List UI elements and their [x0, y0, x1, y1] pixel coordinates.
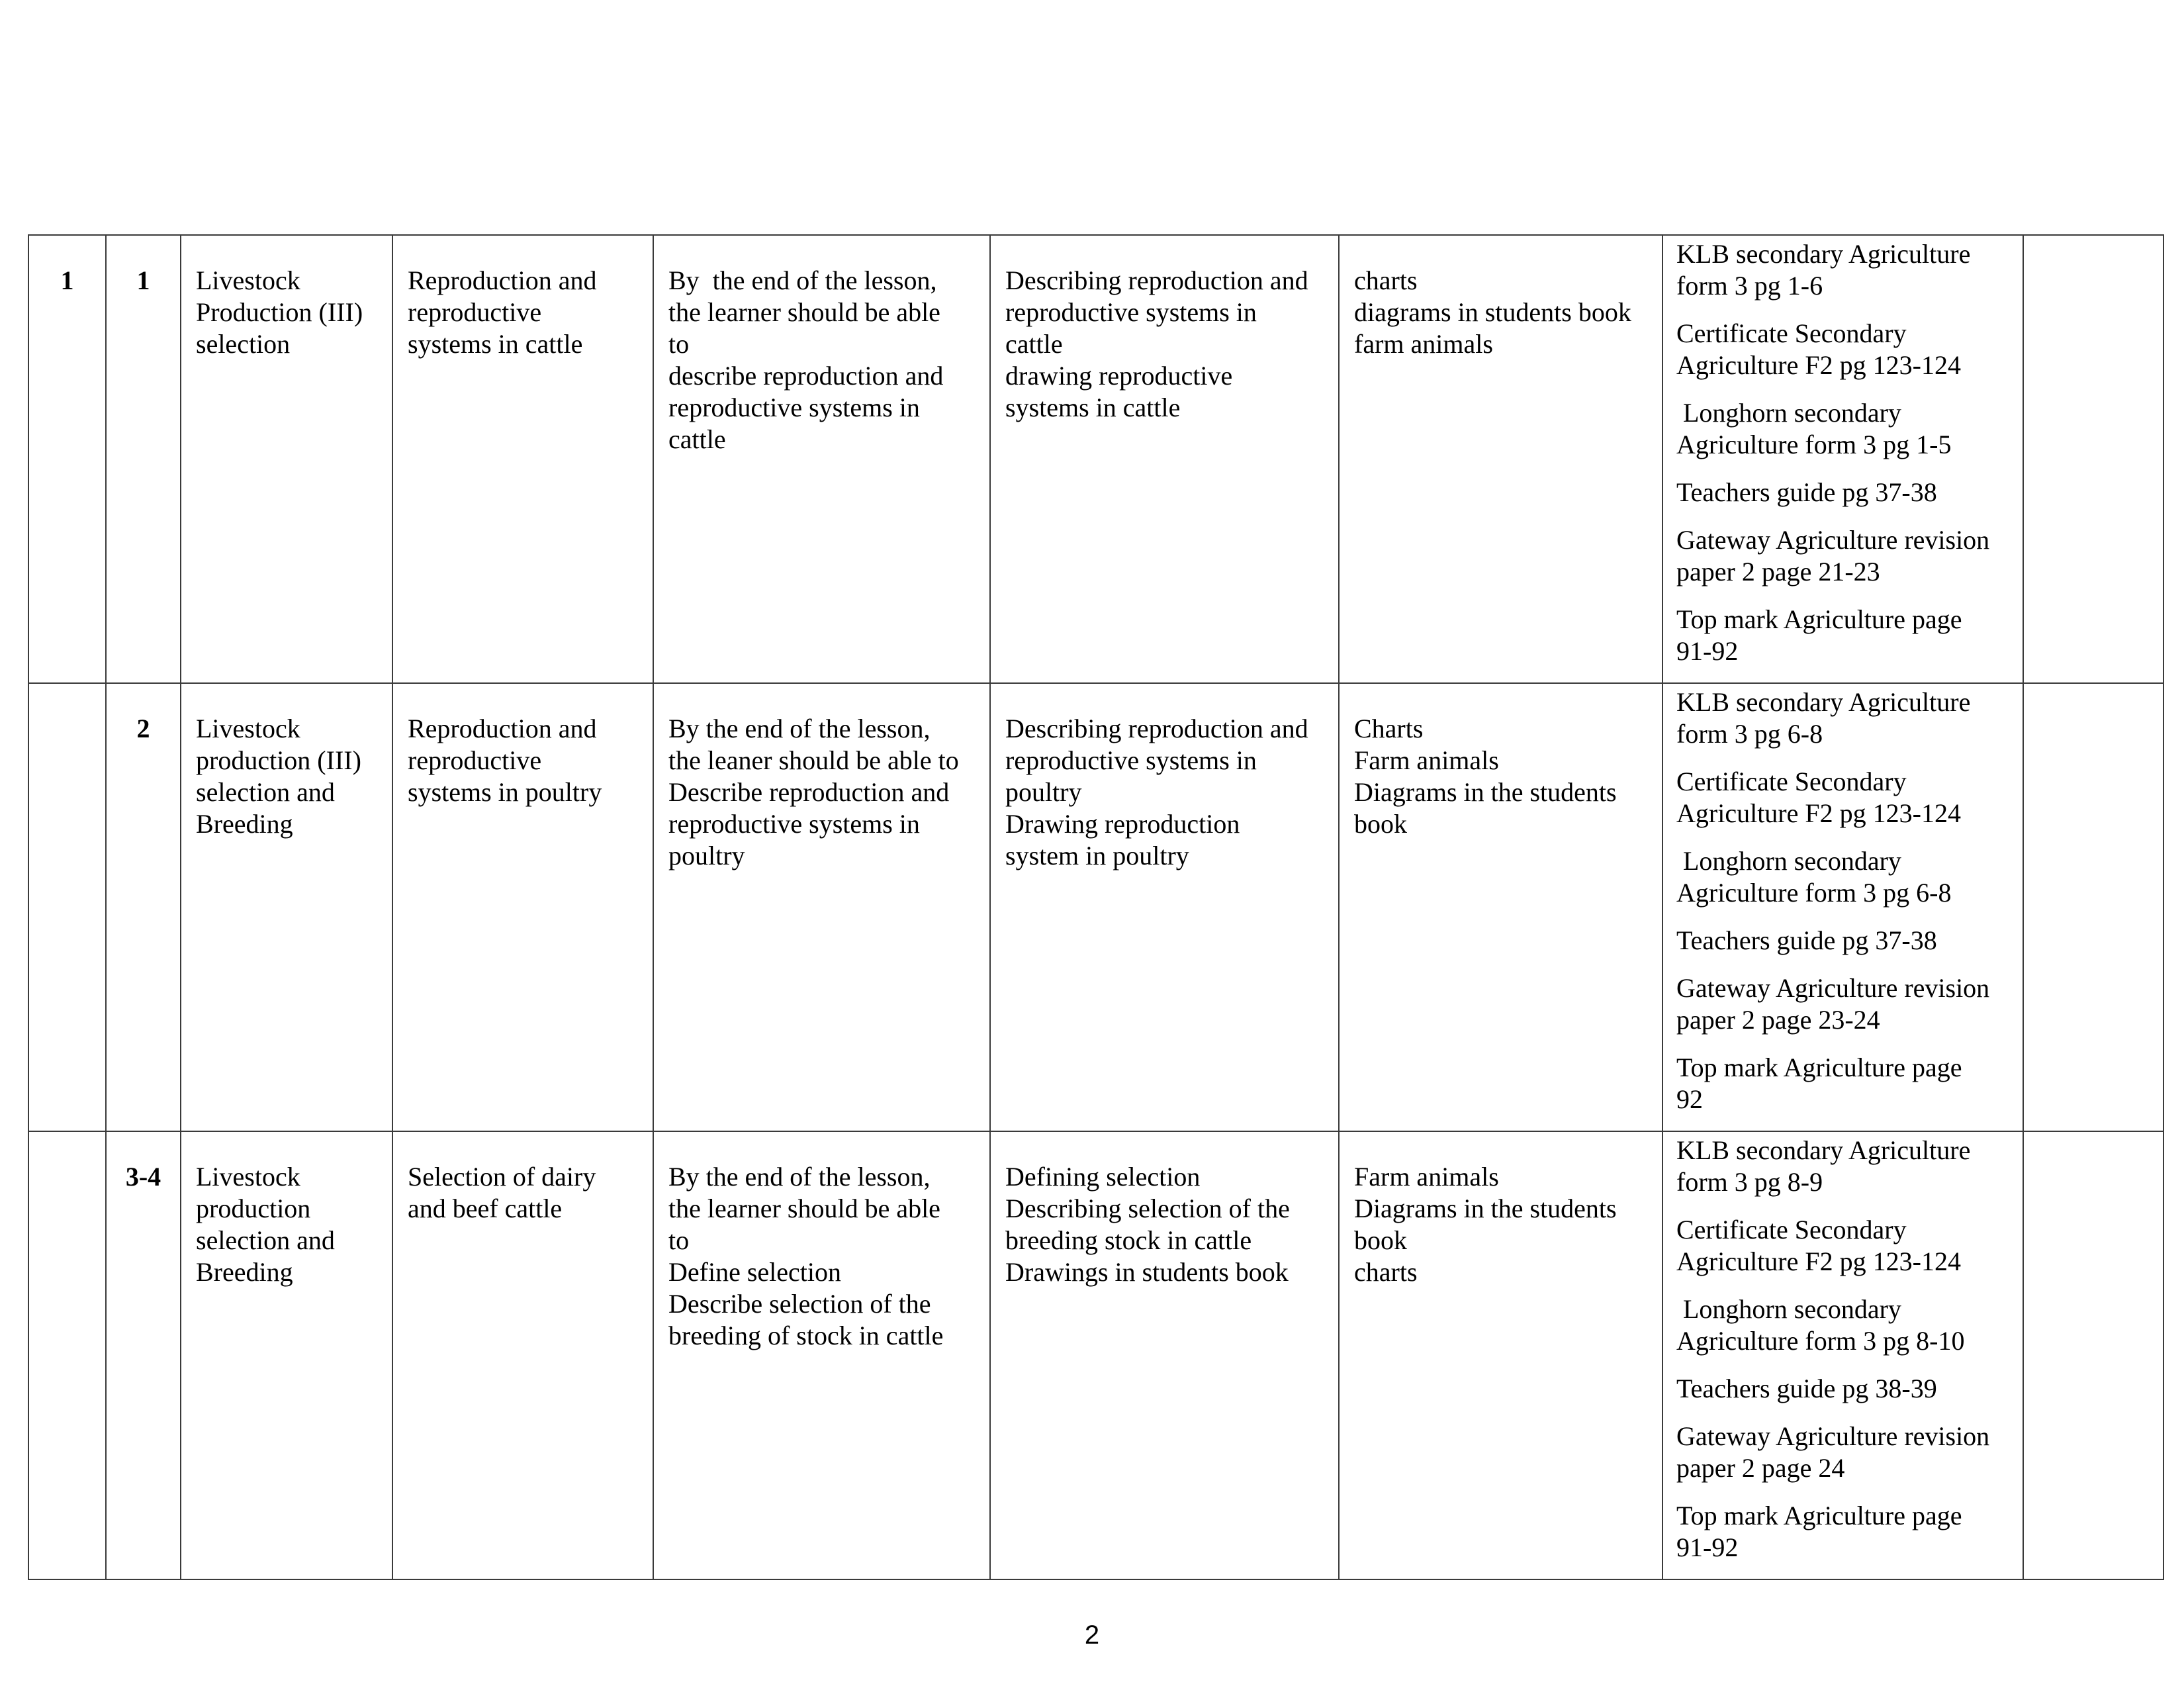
- week-cell: 1: [28, 235, 106, 683]
- resource-line: Charts: [1354, 714, 1424, 743]
- reference-line: Agriculture form 3 pg 6-8: [1676, 878, 1952, 908]
- reference-item: [1676, 397, 2015, 461]
- sub-topic-line: and beef cattle: [408, 1194, 563, 1223]
- reference-line: KLB secondary Agriculture: [1676, 239, 1971, 269]
- topic-line: production (III): [196, 745, 361, 775]
- reference-item: [1676, 524, 2015, 588]
- remarks-cell: [2023, 1131, 2163, 1579]
- topic-line: Livestock: [196, 714, 300, 743]
- sub-topic-line: systems in cattle: [408, 329, 583, 359]
- reference-line: KLB secondary Agriculture: [1676, 1135, 1971, 1165]
- reference-item: [1676, 1293, 2015, 1357]
- objective-line: poultry: [668, 841, 745, 870]
- objectives-cell: [653, 1131, 990, 1579]
- objective-line: breeding of stock in cattle: [668, 1321, 944, 1350]
- reference-line: Teachers guide pg 37-38: [1676, 925, 1937, 955]
- reference-item: [1676, 1214, 2015, 1278]
- reference-line: Teachers guide pg 37-38: [1676, 477, 1937, 507]
- topic-line: Breeding: [196, 809, 293, 839]
- reference-line: paper 2 page 23-24: [1676, 1005, 1880, 1035]
- topic-line: production: [196, 1194, 311, 1223]
- objective-line: Describe selection of the: [668, 1289, 931, 1319]
- reference-line: Agriculture F2 pg 123-124: [1676, 350, 1961, 380]
- resource-line: diagrams in students book: [1354, 297, 1631, 327]
- reference-line: 92: [1676, 1084, 1703, 1114]
- activity-line: Describing selection of the: [1005, 1194, 1290, 1223]
- topic-line: selection and: [196, 777, 335, 807]
- activity-line: cattle: [1005, 329, 1063, 359]
- topic-line: selection and: [196, 1225, 335, 1255]
- sub-topic-line: systems in poultry: [408, 777, 602, 807]
- reference-line: 91-92: [1676, 1532, 1739, 1562]
- activity-line: systems in cattle: [1005, 393, 1181, 422]
- reference-line: Certificate Secondary: [1676, 1215, 1907, 1244]
- reference-line: Teachers guide pg 38-39: [1676, 1374, 1937, 1403]
- table-row: [28, 1131, 2163, 1579]
- objectives-cell: [653, 235, 990, 683]
- reference-line: Longhorn secondary: [1676, 846, 1901, 876]
- week-cell: [28, 683, 106, 1131]
- resource-line: book: [1354, 1225, 1407, 1255]
- objectives-cell: [653, 683, 990, 1131]
- reference-line: Gateway Agriculture revision: [1676, 525, 1990, 555]
- topic-line: Breeding: [196, 1257, 293, 1287]
- resource-line: Farm animals: [1354, 745, 1499, 775]
- reference-line: 91-92: [1676, 636, 1739, 666]
- activities-cell: [990, 235, 1339, 683]
- resource-line: Diagrams in the students: [1354, 777, 1617, 807]
- objective-line: the leaner should be able to: [668, 745, 959, 775]
- lesson-cell: 2: [106, 683, 181, 1131]
- reference-line: Certificate Secondary: [1676, 767, 1907, 796]
- topic-line: Production (III): [196, 297, 363, 327]
- reference-line: Top mark Agriculture page: [1676, 1053, 1962, 1082]
- topic-line: selection: [196, 329, 291, 359]
- sub-topic-line: reproductive: [408, 297, 542, 327]
- resources-cell: [1339, 683, 1662, 1131]
- activity-line: drawing reproductive: [1005, 361, 1233, 391]
- reference-line: Top mark Agriculture page: [1676, 604, 1962, 634]
- resource-line: Farm animals: [1354, 1162, 1499, 1192]
- table-row: [28, 235, 2163, 683]
- sub-topic-line: Reproduction and: [408, 265, 597, 295]
- reference-item: [1676, 845, 2015, 909]
- reference-line: Agriculture F2 pg 123-124: [1676, 798, 1961, 828]
- reference-line: Gateway Agriculture revision: [1676, 973, 1990, 1003]
- week-cell: [28, 1131, 106, 1579]
- activity-line: Describing reproduction and: [1005, 714, 1308, 743]
- reference-line: Longhorn secondary: [1676, 1294, 1901, 1324]
- resource-line: charts: [1354, 1257, 1418, 1287]
- resource-line: charts: [1354, 265, 1418, 295]
- reference-line: form 3 pg 1-6: [1676, 271, 1823, 301]
- reference-item: [1676, 972, 2015, 1036]
- reference-item: [1676, 238, 2015, 302]
- reference-item: [1676, 686, 2015, 750]
- remarks-cell: [2023, 235, 2163, 683]
- reference-line: Certificate Secondary: [1676, 318, 1907, 348]
- activity-line: Describing reproduction and: [1005, 265, 1308, 295]
- reference-item: [1676, 318, 2015, 381]
- references-cell: [1662, 683, 2023, 1131]
- lesson-cell: 3-4: [106, 1131, 181, 1579]
- activity-line: Defining selection: [1005, 1162, 1201, 1192]
- topic-cell: [181, 683, 392, 1131]
- reference-line: KLB secondary Agriculture: [1676, 687, 1971, 717]
- activity-line: Drawing reproduction: [1005, 809, 1240, 839]
- objective-line: the learner should be able: [668, 297, 940, 327]
- activity-line: reproductive systems in: [1005, 297, 1257, 327]
- activities-cell: [990, 683, 1339, 1131]
- objective-line: By the end of the lesson,: [668, 714, 931, 743]
- table-body: [28, 235, 2163, 1579]
- objective-line: By the end of the lesson,: [668, 1162, 931, 1192]
- topic-line: Livestock: [196, 1162, 300, 1192]
- sub-topic-line: reproductive: [408, 745, 542, 775]
- resources-cell: [1339, 1131, 1662, 1579]
- reference-item: [1676, 1373, 2015, 1405]
- reference-item: [1676, 766, 2015, 829]
- objective-line: to: [668, 329, 690, 359]
- objective-line: to: [668, 1225, 690, 1255]
- objective-line: By the end of the lesson,: [668, 265, 937, 295]
- topic-cell: [181, 235, 392, 683]
- remarks-cell: [2023, 683, 2163, 1131]
- objective-line: cattle: [668, 424, 726, 454]
- sub-topic-line: Selection of dairy: [408, 1162, 596, 1192]
- objective-line: the learner should be able: [668, 1194, 940, 1223]
- reference-line: Top mark Agriculture page: [1676, 1501, 1962, 1530]
- reference-item: [1676, 1052, 2015, 1115]
- activity-line: Drawings in students book: [1005, 1257, 1289, 1287]
- topic-cell: [181, 1131, 392, 1579]
- activity-line: reproductive systems in: [1005, 745, 1257, 775]
- sub-topic-cell: [392, 235, 653, 683]
- reference-line: Longhorn secondary: [1676, 398, 1901, 428]
- reference-item: [1676, 1500, 2015, 1564]
- reference-item: [1676, 1421, 2015, 1484]
- page-number: 2: [1084, 1620, 1100, 1650]
- references-cell: [1662, 1131, 2023, 1579]
- reference-line: paper 2 page 24: [1676, 1453, 1845, 1483]
- activities-cell: [990, 1131, 1339, 1579]
- reference-line: form 3 pg 6-8: [1676, 719, 1823, 749]
- topic-line: Livestock: [196, 265, 300, 295]
- resource-line: Diagrams in the students: [1354, 1194, 1617, 1223]
- resource-line: farm animals: [1354, 329, 1493, 359]
- references-cell: [1662, 235, 2023, 683]
- activity-line: breeding stock in cattle: [1005, 1225, 1252, 1255]
- activity-line: poultry: [1005, 777, 1082, 807]
- resources-cell: [1339, 235, 1662, 683]
- reference-item: [1676, 925, 2015, 957]
- sub-topic-cell: [392, 683, 653, 1131]
- scheme-of-work-table: [28, 234, 2164, 1580]
- objective-line: reproductive systems in: [668, 393, 920, 422]
- reference-line: Agriculture form 3 pg 1-5: [1676, 430, 1952, 459]
- table-row: [28, 683, 2163, 1131]
- activity-line: system in poultry: [1005, 841, 1189, 870]
- reference-line: Agriculture form 3 pg 8-10: [1676, 1326, 1965, 1356]
- reference-line: form 3 pg 8-9: [1676, 1167, 1823, 1197]
- reference-item: [1676, 1135, 2015, 1198]
- reference-line: Gateway Agriculture revision: [1676, 1421, 1990, 1451]
- reference-line: Agriculture F2 pg 123-124: [1676, 1246, 1961, 1276]
- lesson-cell: 1: [106, 235, 181, 683]
- objective-line: reproductive systems in: [668, 809, 920, 839]
- objective-line: Define selection: [668, 1257, 841, 1287]
- sub-topic-line: Reproduction and: [408, 714, 597, 743]
- reference-item: [1676, 604, 2015, 667]
- resource-line: book: [1354, 809, 1407, 839]
- reference-item: [1676, 477, 2015, 508]
- sub-topic-cell: [392, 1131, 653, 1579]
- objective-line: Describe reproduction and: [668, 777, 950, 807]
- objective-line: describe reproduction and: [668, 361, 944, 391]
- reference-line: paper 2 page 21-23: [1676, 557, 1880, 586]
